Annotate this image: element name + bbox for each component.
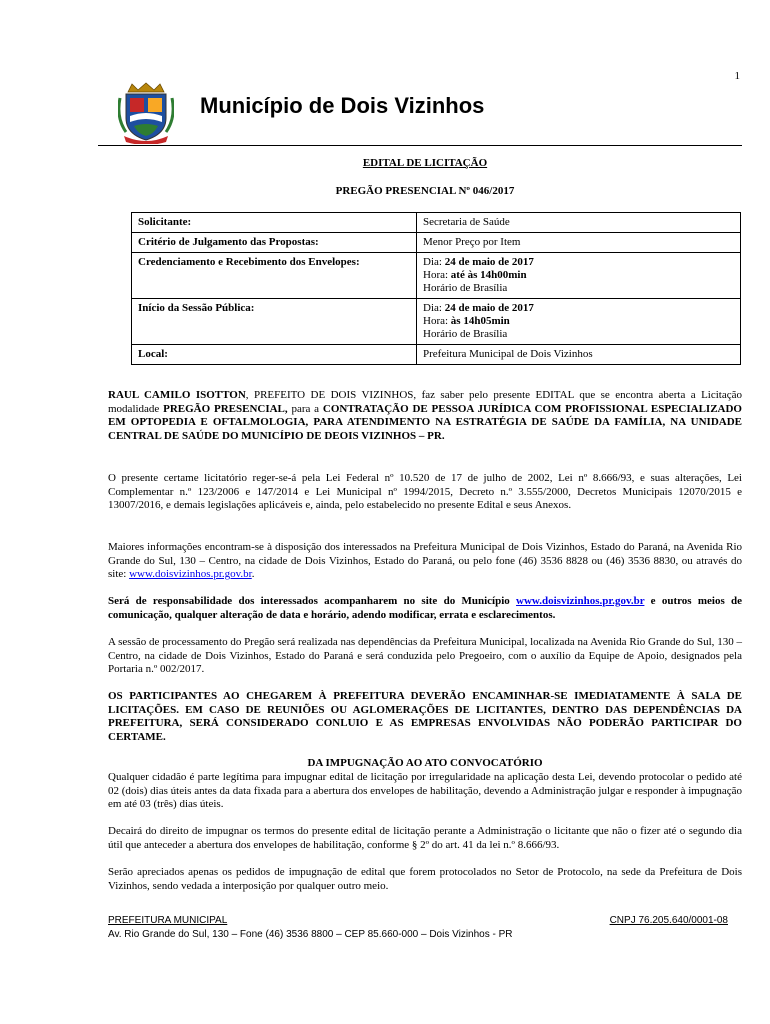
prefeito-name: RAUL CAMILO ISOTTON — [108, 389, 246, 401]
inicio-value — [417, 299, 741, 345]
hora-prefix: Hora: — [423, 315, 451, 327]
resp-text: Será de responsabilidade dos interessados acompanharem no site do Município — [108, 595, 517, 607]
solicitante-value: Secretaria de Saúde — [417, 213, 741, 233]
site-link[interactable]: www.doisvizinhos.pr.gov.br — [129, 568, 252, 581]
criterio-label: Critério de Julgamento das Propostas: — [132, 233, 417, 253]
footer-address: Av. Rio Grande do Sul, 130 – Fone (46) 3536 8800 – CEP 85.660-000 – Dois Vizinhos - PR — [108, 929, 513, 940]
table-row — [132, 253, 741, 299]
local-value: Prefeitura Municipal de Dois Vizinhos — [417, 345, 741, 365]
local-label: Local: — [132, 345, 417, 365]
paragraph-participantes — [108, 690, 742, 744]
table-row — [132, 299, 741, 345]
site-link[interactable]: www.doisvizinhos.pr.gov.br — [516, 595, 645, 607]
credenciamento-hora: até às 14h00min — [450, 269, 527, 281]
footer-org: PREFEITURA MUNICIPAL — [108, 915, 228, 926]
info-text: Maiores informações encontram-se à disposição dos interessados na Prefeitura Municipal de Dois Vizinhos, Estado do Paraná, na Avenida Rio Grande do Sul, 130 – Centro, na cidade de Dois Vizinhos, Estado do Paraná, ou pelo fone (46) 3536 8828 ou (46) 3536 8830, ou através do site: — [108, 541, 742, 581]
section-title-impugnacao: DA IMPUGNAÇÃO AO ATO CONVOCATÓRIO — [307, 757, 543, 769]
header-divider — [98, 145, 742, 146]
edital-title: EDITAL DE LICITAÇÃO — [362, 157, 488, 169]
criterio-value: Menor Preço por Item — [417, 233, 741, 253]
paragraph-apreciados — [108, 866, 742, 893]
hora-prefix: Hora: — [423, 269, 451, 281]
table-row — [132, 345, 741, 365]
paragraph-decaira — [108, 825, 742, 852]
paragraph-sessao — [108, 636, 742, 677]
legal-text: O presente certame licitatório reger-se-á pela Lei Federal nº 10.520 de 17 de julho de 2002, Lei nº 8.666/93, e suas alterações, Lei Complementar n.º 123/2006 e 147/2014 e Lei Municipal nº 1994/2015, Decreto n.º 3.555/2000, Decretos Municipais 12070/2015 e 13007/2016, e demais legislações aplicáveis e, ainda, pelo estabelecido no presente Edital e seus Anexos. — [108, 472, 742, 512]
intro-text-b: para a — [287, 402, 323, 415]
inicio-hora: às 14h05min — [450, 315, 510, 327]
pregao-title: PREGÃO PRESENCIAL Nº 046/2017 — [335, 185, 515, 197]
paragraph-cidadao — [108, 771, 742, 812]
inicio-fuso: Horário de Brasília — [423, 328, 508, 340]
decaira-text: Decairá do direito de impugnar os termos do presente edital de licitação perante a Administração o licitante que não o fizer até o segundo dia útil que anteceder a abertura dos envelopes de habilitação, conforme § 2º do art. 41 da lei n.º 8.666/93. — [108, 825, 742, 851]
paragraph-info — [108, 541, 742, 582]
info-table — [131, 212, 741, 365]
dia-prefix: Dia: — [423, 256, 445, 268]
footer-line-1 — [108, 915, 728, 926]
footer-cnpj: CNPJ 76.205.640/0001-08 — [609, 915, 728, 926]
paragraph-intro — [108, 389, 742, 443]
inicio-label: Início da Sessão Pública: — [132, 299, 417, 345]
info-text-end: . — [251, 568, 255, 581]
modalidade: PREGÃO PRESENCIAL, — [163, 402, 288, 415]
credenciamento-value — [417, 253, 741, 299]
cidadao-text: Qualquer cidadão é parte legítima para impugnar edital de licitação por irregularidade na aplicação desta Lei, devendo protocolar o pedido até 02 (dois) dias úteis antes da data fixada para a abertura dos envelopes de habilitação, devendo a Administração julgar e responder à impugnação em até 03 (três) dias úteis. — [108, 771, 742, 811]
table-row — [132, 233, 741, 253]
dia-prefix: Dia: — [423, 302, 445, 314]
municipality-title: Município de Dois Vizinhos — [200, 93, 485, 118]
credenciamento-fuso: Horário de Brasília — [423, 282, 508, 294]
table-row — [132, 213, 741, 233]
municipal-crest-icon — [118, 82, 174, 144]
sessao-text: A sessão de processamento do Pregão será realizada nas dependências da Prefeitura Municipal, localizada na Avenida Rio Grande do Sul, 130 – Centro, na cidade de Dois Vizinhos, Estado do Paraná e será conduzida pelo Pregoeiro, com o auxílio da Equipe de Apoio, designados pela Portaria n.º 002/2017. — [108, 636, 742, 676]
credenciamento-label: Credenciamento e Recebimento dos Envelopes: — [132, 253, 417, 299]
page-number: 1 — [734, 70, 740, 82]
paragraph-legal — [108, 472, 742, 513]
credenciamento-dia: 24 de maio de 2017 — [444, 256, 534, 268]
apreciados-text: Serão apreciados apenas os pedidos de impugnação de edital que forem protocolados no Setor de Protocolo, na sede da Prefeitura de Dois Vizinhos, sendo vedada a interposição por qualquer outro meio. — [108, 866, 742, 892]
solicitante-label: Solicitante: — [132, 213, 417, 233]
objeto: CONTRATAÇÃO DE PESSOA JURÍDICA COM PROFISSIONAL ESPECIALIZADO EM OPTOPEDIA E OFTALMOLOGIA, PARA ATENDIMENTO NA ESTRATÉGIA DE SAÚDE DA FAMÍLIA, NA UNIDADE CENTRAL DE SAÚDE DO MUNICÍPIO DE DEOIS VIZINHOS – PR. — [108, 402, 742, 442]
paragraph-responsabilidade — [108, 595, 742, 622]
participantes-text: OS PARTICIPANTES AO CHEGAREM À PREFEITURA DEVERÃO ENCAMINHAR-SE IMEDIATAMENTE À SALA DE LICITAÇÕES. EM CASO DE REUNIÕES OU AGLOMERAÇÕES DE LICITANTES, DENTRO DAS DEPENDÊNCIAS DA PREFEITURA, SERÁ CONSIDERADO CONLUIO E AS EMPRESAS ENVOLVIDAS NÃO PODERÃO PARTICIPAR DO CERTAME. — [108, 690, 742, 743]
inicio-dia: 24 de maio de 2017 — [444, 302, 534, 314]
intro-text: , PREFEITO DE DOIS VIZINHOS, faz saber pelo presente EDITAL que se encontra aberta a Licitação modalidade — [108, 389, 742, 415]
resp-text-end: e outros meios de comunicação, qualquer alteração de data e horário, adendo modificar, errata e esclarecimentos. — [108, 595, 742, 621]
